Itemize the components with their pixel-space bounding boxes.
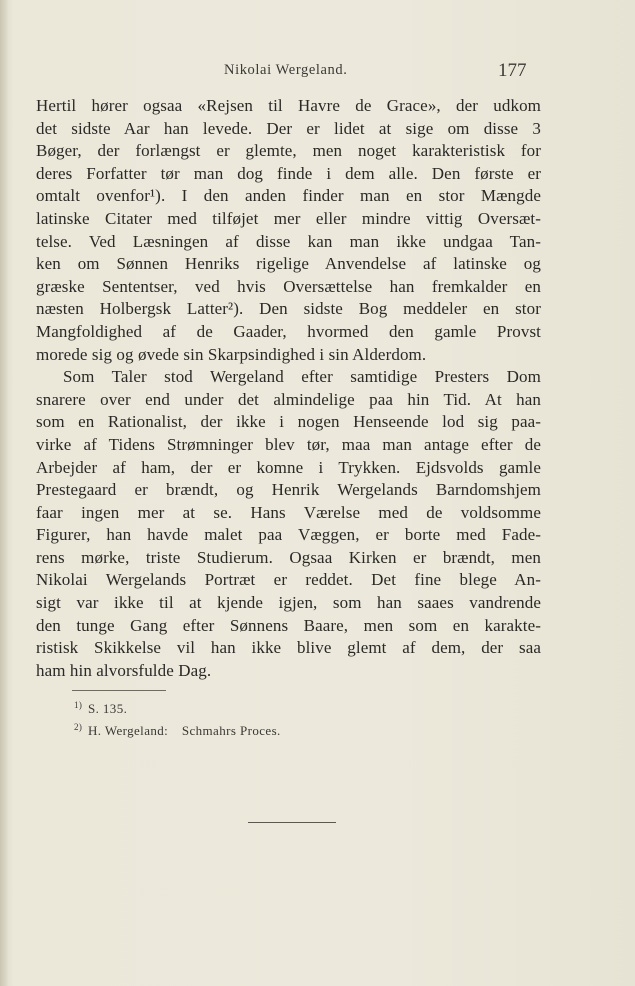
text-line: rens mørke, triste Studierum. Ogsaa Kirken er brændt, men [36,547,541,567]
text-line: græske Sententser, ved hvis Oversættelse han fremkalder en [36,276,541,296]
text-line: Mangfoldighed af de Gaader, hvormed den gamle Provst [36,321,541,341]
footnote [74,696,494,718]
footnote-author: H. Wergeland: [87,723,169,738]
text-line: snarere over end under det almindelige paa hin Tid. At han [36,389,541,409]
text-line: ristisk Skikkelse vil han ikke blive glemt af dem, der saa [36,638,541,658]
text-line: telse. Ved Læsningen af disse kan man ikke undgaa Tan- [36,231,541,251]
text-line: næsten Holbergsk Latter²). Den sidste Bog meddeler en stor [36,299,541,319]
running-title: Nikolai Wergeland. [224,62,348,78]
text-line: ham hin alvorsfulde Dag. [36,660,212,680]
text-line: Som Taler stod Wergeland efter samtidige Presters Dom [63,367,541,387]
footnote [74,718,494,740]
text-line: Bøger, der forlængst er glemte, men noget karakteristisk for [36,141,541,161]
footnotes [74,696,494,740]
running-head [0,60,635,84]
text-line: Figurer, han havde malet paa Væggen, er borte med Fade- [36,525,541,545]
text-line: Arbejder af ham, der er komne i Trykken. Ejdsvolds gamle [36,457,541,477]
text-line: Prestegaard er brændt, og Henrik Wergelands Barndomshjem [36,480,541,500]
text-line: faar ingen mer at se. Hans Værelse med de voldsomme [36,502,541,522]
body-text [36,95,541,682]
text-line: latinske Citater med tilføjet mer eller mindre vittig Oversæt- [36,208,541,228]
footnote-mark: 2) [74,722,83,732]
footnote-mark: 1) [74,700,83,710]
footnote-text: Schmahrs Proces. [181,723,281,738]
text-line: omtalt ovenfor¹). I den anden finder man en stor Mængde [36,186,541,206]
text-line: morede sig og øvede sin Skarpsindighed i sin Alderdom. [36,344,427,364]
text-line: som en Rationalist, der ikke i nogen Henseende lod sig paa- [36,412,541,432]
text-line: Nikolai Wergelands Portræt er reddet. Det fine blege An- [36,570,541,590]
page-number: 177 [498,60,527,81]
text-line: Hertil hører ogsaa «Rejsen til Havre de Grace», der udkom [36,96,541,115]
text-line: den tunge Gang efter Sønnens Baare, men som en karakte- [36,615,541,635]
text-line: virke af Tidens Strømninger blev tør, maa man antage efter de [36,434,541,454]
page-gutter [0,0,8,986]
text-line: ken om Sønnen Henriks rigelige Anvendelse af latinske og [36,254,541,274]
text-line: sigt var ikke til at kjende igjen, som han saaes vandrende [36,593,541,613]
end-of-chapter-rule [248,822,336,823]
text-line: det sidste Aar han levede. Der er lidet at sige om disse 3 [36,118,541,138]
footnote-text: S. 135. [87,701,128,716]
text-line: deres Forfatter tør man dog finde i dem alle. Den første er [36,163,541,183]
footnote-divider [72,690,166,691]
